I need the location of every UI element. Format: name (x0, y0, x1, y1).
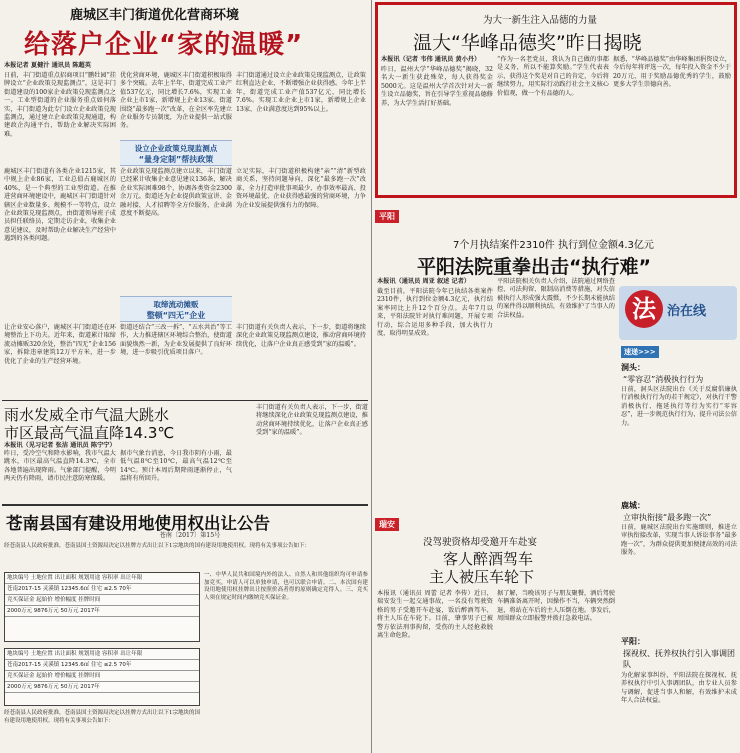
story3-notes-2: 经苍南县人民政府批准，苍南县国土资源局决定以挂牌方式出让以下1宗地块的国有建设用地使用权。现将有关事项公告如下： (4, 710, 201, 724)
story2-byline: 本报讯（见习记者 张洁 通讯员 陈宁宁） (4, 442, 116, 449)
story3-notes: 一、中华人民共和国境内外的法人、自然人和其他组织均可申请参加竞买，申请人可以单独申请，也可以联合申请。二、本次国有建设用地使用权挂牌出让按照价高者得的原则确定竞得人。三、竞买人须在规定时间内缴纳竞买保证金。 (204, 572, 368, 601)
sidebar-item3-place: 平阳： (621, 637, 645, 646)
featured-col2: “作为一名老党员，我认为自己做的事都是义务，所以不能算奖励。”学生代表表示，获得这个奖是对自己的肯定，今后将继续努力，用实际行动践行社会主义核心价值观，做一个有品德的人。 (497, 56, 609, 97)
table-row: 地块编号 土地位置 出让面积 规划用途 容积率 出让年限 (5, 573, 199, 584)
law-emblem-char: 法 (625, 290, 663, 328)
story3-headline: 苍南县国有建设用地使用权出让公告 (6, 514, 270, 533)
table-row: 地块编号 土地位置 出让面积 规划用途 容积率 出让年限 (5, 649, 199, 660)
banner-line2: “量身定制”帮扶政策 (138, 155, 214, 164)
story1-kicker: 鹿城区丰门街道优化营商环境 (70, 8, 240, 23)
court-kicker: 7个月执结案件2310件 执行到位金额4.3亿元 (453, 240, 654, 251)
law-emblem-text: 治在线 (667, 304, 707, 319)
sidebar-item2-place: 鹿城： (621, 501, 645, 510)
story1-col2: 优化营商环境，鹿城区丰门街道积极取得多个突破。去年上半年，街道完成工业产值537亿元，同比增长7.6%，实现工业企业上市1家，新增规上企业13家。街道围绕“最多跑一次”改革，在全区率先建立企业服务专员制度，为企业提供一站式服务。 (120, 72, 232, 130)
drunk-headline-1: 客人醉酒驾车 (443, 550, 534, 568)
story2-headline-2: 市区最高气温直降14.3℃ (4, 424, 175, 442)
story3-subhead: 苍南〔2017〕第15号 (159, 532, 221, 539)
story1b-col3: 立足实际，丰门街道积极构建“亲”“清”新型政商关系，坚持问题导向，深化“最多跑一次”改革，全力打造审批事项最少、办事效率最高、投资环境最优、企业获得感最强的营商环境，力争为企业发展提供强有力的保障。 (236, 168, 366, 209)
court-byline: 本报讯（通讯员 周亚 叙述 记者） (377, 278, 471, 285)
page-gutter (371, 0, 372, 753)
story2-col1: 昨日，受冷空气和降水影响，我市气温大跳水，市区最高气温直降14.3℃，全市各地普遍出现降雨。气象部门提醒，今明两天仍有降雨，请市民注意防寒保暖。 (4, 450, 116, 483)
sidebar-item2-body: 日前，鹿城区法院出台实施细则，推进立审执衔接改革，实现当事人诉讼事务“最多跑一次”，为群众提供更加便捷高效的司法服务。 (621, 524, 737, 557)
table-row: 苍南2017-15 灵溪镇 12345.6㎡ 住宅 ≤2.5 70年 (5, 660, 199, 671)
drunk-headline-2: 主人被压车轮下 (429, 568, 535, 586)
featured-kicker: 为大一新生注入品德的力量 (483, 15, 598, 26)
court-col2: 平阳法院相关负责人介绍，法院通过网络查控、司法拘留、限制高消费等措施，对失信被执行人形成强大震慑，不少长期未能执结的案件得以顺利执结，有效维护了当事人的合法权益。 (497, 278, 615, 319)
story2-headline-1: 雨水发威全市气温大跳水 (4, 406, 170, 424)
court-tag: 平阳 (375, 210, 399, 223)
table-row: 苍南2017-15 灵溪镇 12345.6㎡ 住宅 ≤2.5 70年 (5, 584, 199, 595)
divider-1 (2, 400, 368, 401)
table-row: 竞买保证金 起始价 增价幅度 挂牌时间 (5, 671, 199, 682)
story1c-col3: 丰门街道有关负责人表示，下一步，街道将继续深化企业政策兑现监测点建设，推动营商环境持续优化，让落户企业真正感受到“家的温暖”。 (236, 324, 366, 348)
banner2-line1: 取缔流动摊贩 (153, 300, 199, 309)
banner2-line2: 整顿“四无”企业 (146, 311, 206, 320)
story1c-col1: 让企业安心落户，鹿城区丰门街道还在环境整治上下功夫。近年来，街道累计取缔流动摊贩320余处，整治“四无”企业156家，拆除违章建筑12万平方米，进一步优化了企业的生产经营环境。 (4, 324, 116, 365)
sidebar-item1-place: 洞头： (621, 363, 645, 372)
featured-col3: 据悉，“华峰品德奖”由华峰集团捐资设立，今后每年将评选一次，每年投入资金不少于20万元，用于奖励品德优秀的学生，鼓励更多大学生崇德向善。 (613, 56, 731, 89)
drunk-kicker: 没驾驶资格却受邀开车赴宴 (423, 537, 538, 548)
table-row: 2000万元 9876万元 50万元 2017年 (5, 682, 199, 693)
sidebar-item2-title: 立审执衔接“最多跑一次” (623, 513, 712, 522)
banner-rectify (120, 296, 232, 322)
court-col1: 截至目前，平阳法院今年已执结各类案件2310件，执行到位金额4.3亿元，执行结案率同比上升12个百分点。去年7月以来，平阳法院针对执行难问题，开展专项行动，综合运用多种手段，加大执行力度，取得明显成效。 (377, 288, 493, 338)
table-row: 竞买保证金 起始价 增价幅度 挂牌时间 (5, 595, 199, 606)
story-right-col: 丰门街道有关负责人表示，下一步，街道将继续深化企业政策兑现监测点建设，推动营商环境持续优化，让落户企业真正感受到“家的温暖”。 (256, 404, 368, 437)
sidebar-item3-body: 为化解家事纠纷，平阳法院在探视权、抚养权执行中引入事调团队，由专业人员参与调解，促进当事人和解，有效维护未成年人合法权益。 (621, 672, 737, 705)
land-table-2 (4, 648, 200, 706)
drunk-col2: 据了解，当晚该男子与朋友聚餐，酒后驾驶车辆准备离开时，因操作不当，车辆突然倒退，将站在车后的主人压倒在地。事发后，周围群众立即报警并拨打急救电话。 (497, 590, 615, 623)
court-headline: 平阳法院重拳出击“执行难” (417, 256, 651, 278)
story1c-col2: 街道还结合“三改一拆”、“五水共治”等工作，大力推进辖区环境综合整治，使街道面貌焕然一新，为企业发展提供了良好环境，进一步吸引优质项目落户。 (120, 324, 232, 357)
featured-byline: 本报讯（记者 韦伟 通讯员 黄小丹） (381, 56, 481, 63)
story3-intro: 经苍南县人民政府批准，苍南县国土资源局决定以挂牌方式出让以下1宗地块的国有建设用地使用权。现将有关事项公告如下： (4, 543, 311, 549)
land-table (4, 572, 200, 642)
banner-line1: 设立企业政策兑现监测点 (134, 144, 218, 153)
story1b-col2: 企业政策兑现监测点建立以来，丰门街道已经累计收集企业意见建议136条，解决企业实际困难98个，协调各类资金2300余万元。街道还为企业提供政策宣讲、金融对接、人才招聘等全方位服务，企业满意度不断提高。 (120, 168, 232, 218)
law-emblem (619, 286, 737, 340)
banner-policy-monitor (120, 140, 232, 166)
table-row: 2000万元 9876万元 50万元 2017年 (5, 606, 199, 617)
sidebar-item1-body: 日前，洞头区法院出台《关于反腐倡廉执行消极执行行为的若干规定》，对执行干警消极执行、拖延执行等行为实行“零容忍”，进一步规范执行行为，提升司法公信力。 (621, 386, 737, 427)
right-page (373, 0, 740, 753)
story1-headline: 给落户企业“家的温暖” (24, 30, 304, 60)
featured-col1: 昨日，温州大学“华峰品德奖”揭晓，32名大一新生获此殊荣，每人获得奖金5000元。这是温州大学首次针对大一新生设立品德奖，旨在引导学生重视品德修养，为大学生活打好基础。 (381, 66, 493, 107)
sidebar-item3-title: 探视权、抚养权执行引入事调团队 (623, 649, 735, 669)
featured-headline: 温大“华峰品德奖”昨日揭晓 (413, 32, 642, 54)
story1b-col1: 鹿城区丰门街道有各类企业1215家，其中规上企业86家，工业总值占鹿城区的40%，是一个典型的工业型街道。在推进营商环境建设中，鹿城区丰门街道针对辖区企业数量多、规模不一等特点，设立企业政策兑现监测点，由街道领导班子成员担任联络员，定期走访企业，收集企业意见建议，及时帮助企业解决生产经营中遇到的各类问题。 (4, 168, 116, 243)
drunk-tag: 瑞安 (375, 518, 399, 531)
sidebar-item1-title: “零容忍”消极执行行为 (623, 375, 704, 384)
divider-2 (2, 504, 368, 506)
story1-col3: 丰门街道通过设立企业政策兑现监测点，让政策红利直达企业，不断增强企业获得感。今年上半年，街道完成工业产值537亿元，同比增长7.6%。实现工业企业上市1家，新增规上企业13家，企业满意度达到95%以上。 (236, 72, 366, 113)
story1-byline: 本报记者 夏健汁 通讯员 陈超英 (4, 62, 91, 69)
story1-col1: 日前，丰门街道重点招商项目“鹏牡园”挂牌设立“企业政策兑现监测点”，这是丰门街道建设的100家企业政策兑现监测点之一。工业型街道的企业服务重点如何落实，丰门街道为此专门设立企业政策兑现监测点，通过建立企业政策兑现通道，构建政企沟通平台，帮助企业解决实际困难。 (4, 72, 116, 138)
story2-col2: 据市气象台消息，今日我市阴有小雨，最低气温8℃至10℃，最高气温12℃至14℃。预计本周后期降雨逐渐停止，气温将有所回升。 (120, 450, 232, 483)
sidebar-speed-tag: 速递>>> (621, 346, 659, 358)
drunk-col1: 本报讯（通讯员 周蕾 记者 李传）近日，瑞安发生一起交通事故，一名没有驾驶资格的男子受邀开车赴宴，饭后醉酒驾车，将主人压在车轮下。目前，肇事男子已被警方依法刑事拘留，受伤的主人经抢救脱离生命危险。 (377, 590, 493, 640)
